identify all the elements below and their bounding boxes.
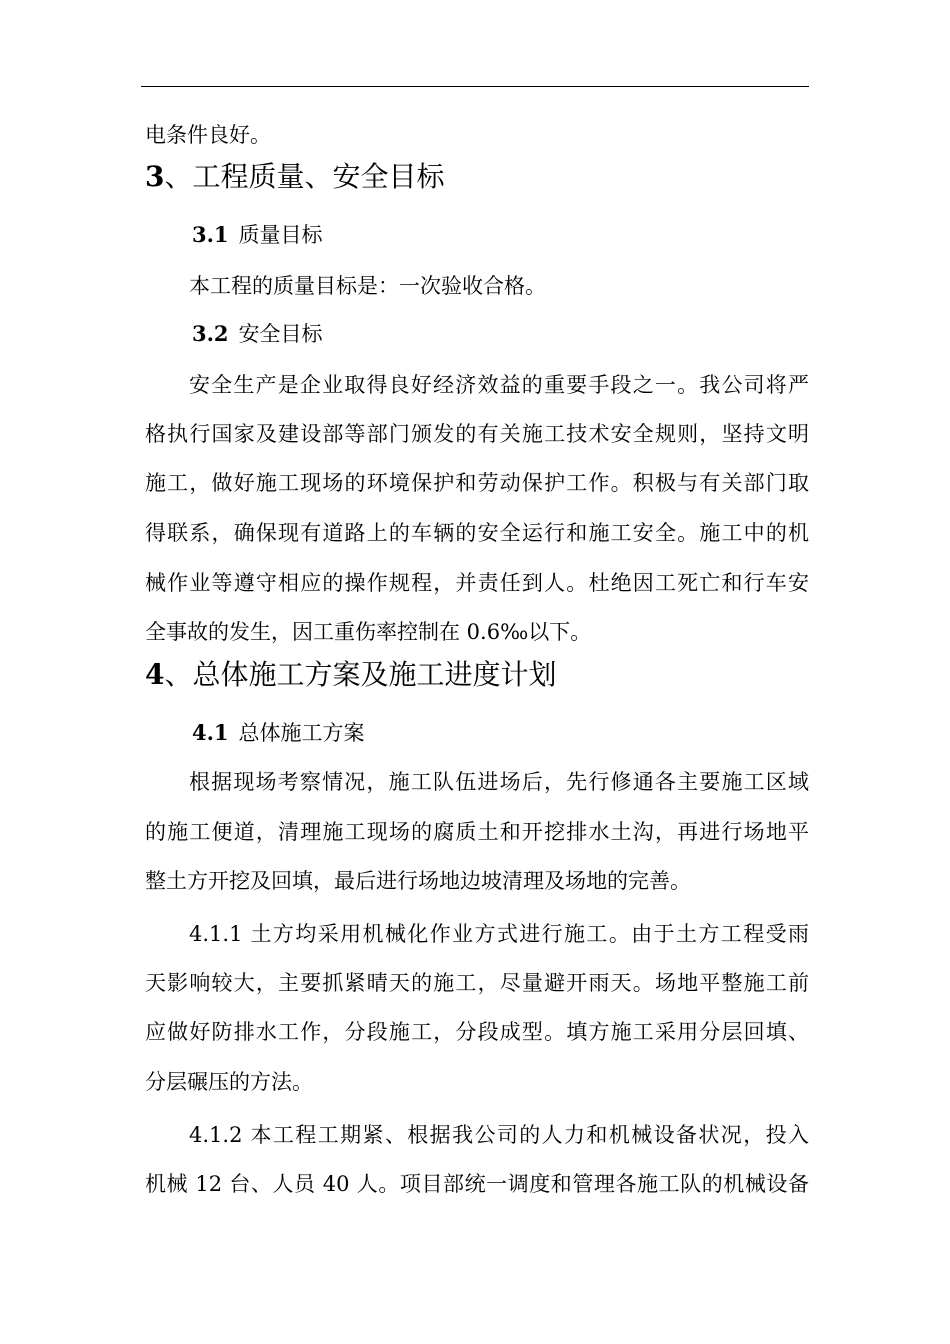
paragraph-line: 格执行国家及建设部等部门颁发的有关施工技术安全规则，坚持文明: [145, 422, 809, 446]
paragraph-line: 得联系，确保现有道路上的车辆的安全运行和施工安全。施工中的机: [145, 521, 809, 545]
heading-text: 、总体施工方案及施工进度计划: [164, 658, 557, 691]
heading-number: 3.2: [192, 321, 229, 346]
header-rule: [141, 86, 809, 87]
paragraph-line: 4.1.2 本工程工期紧、根据我公司的人力和机械设备状况，投入: [189, 1123, 809, 1147]
section-heading-3: [145, 160, 445, 194]
heading-number: 3.1: [192, 222, 229, 247]
subsection-heading-3-2: [192, 321, 323, 347]
paragraph-line: 机械 12 台、人员 40 人。项目部统一调度和管理各施工队的机械设备: [145, 1172, 809, 1196]
heading-text: 总体施工方案: [238, 721, 365, 745]
paragraph-line: 根据现场考察情况，施工队伍进场后，先行修通各主要施工区域: [189, 770, 809, 794]
heading-number: 4.1: [192, 720, 229, 745]
paragraph-line: 电条件良好。: [145, 123, 271, 147]
subsection-heading-4-1: [192, 720, 365, 746]
paragraph-line: 械作业等遵守相应的操作规程，并责任到人。杜绝因工死亡和行车安: [145, 571, 809, 595]
paragraph-line: 全事故的发生，因工重伤率控制在 0.6‰以下。: [145, 620, 592, 644]
paragraph-line: 整土方开挖及回填，最后进行场地边坡清理及场地的完善。: [145, 869, 691, 893]
subsection-heading-3-1: [192, 222, 323, 248]
paragraph-line: 的施工便道，清理施工现场的腐质土和开挖排水土沟，再进行场地平: [145, 820, 809, 844]
paragraph-line: 本工程的质量目标是：一次验收合格。: [189, 274, 546, 298]
heading-text: 安全目标: [238, 322, 323, 346]
paragraph-line: 应做好防排水工作，分段施工，分段成型。填方施工采用分层回填、: [145, 1020, 809, 1044]
paragraph-line: 4.1.1 土方均采用机械化作业方式进行施工。由于土方工程受雨: [189, 922, 809, 946]
heading-number: 4: [145, 658, 165, 691]
paragraph-line: 施工，做好施工现场的环境保护和劳动保护工作。积极与有关部门取: [145, 471, 809, 495]
paragraph-line: 分层碾压的方法。: [145, 1070, 313, 1094]
paragraph-line: 安全生产是企业取得良好经济效益的重要手段之一。我公司将严: [189, 373, 809, 397]
heading-text: 、工程质量、安全目标: [164, 160, 445, 193]
section-heading-4: [145, 658, 557, 692]
paragraph-line: 天影响较大，主要抓紧晴天的施工，尽量避开雨天。场地平整施工前: [145, 971, 809, 995]
heading-number: 3: [145, 160, 165, 193]
heading-text: 质量目标: [238, 223, 323, 247]
